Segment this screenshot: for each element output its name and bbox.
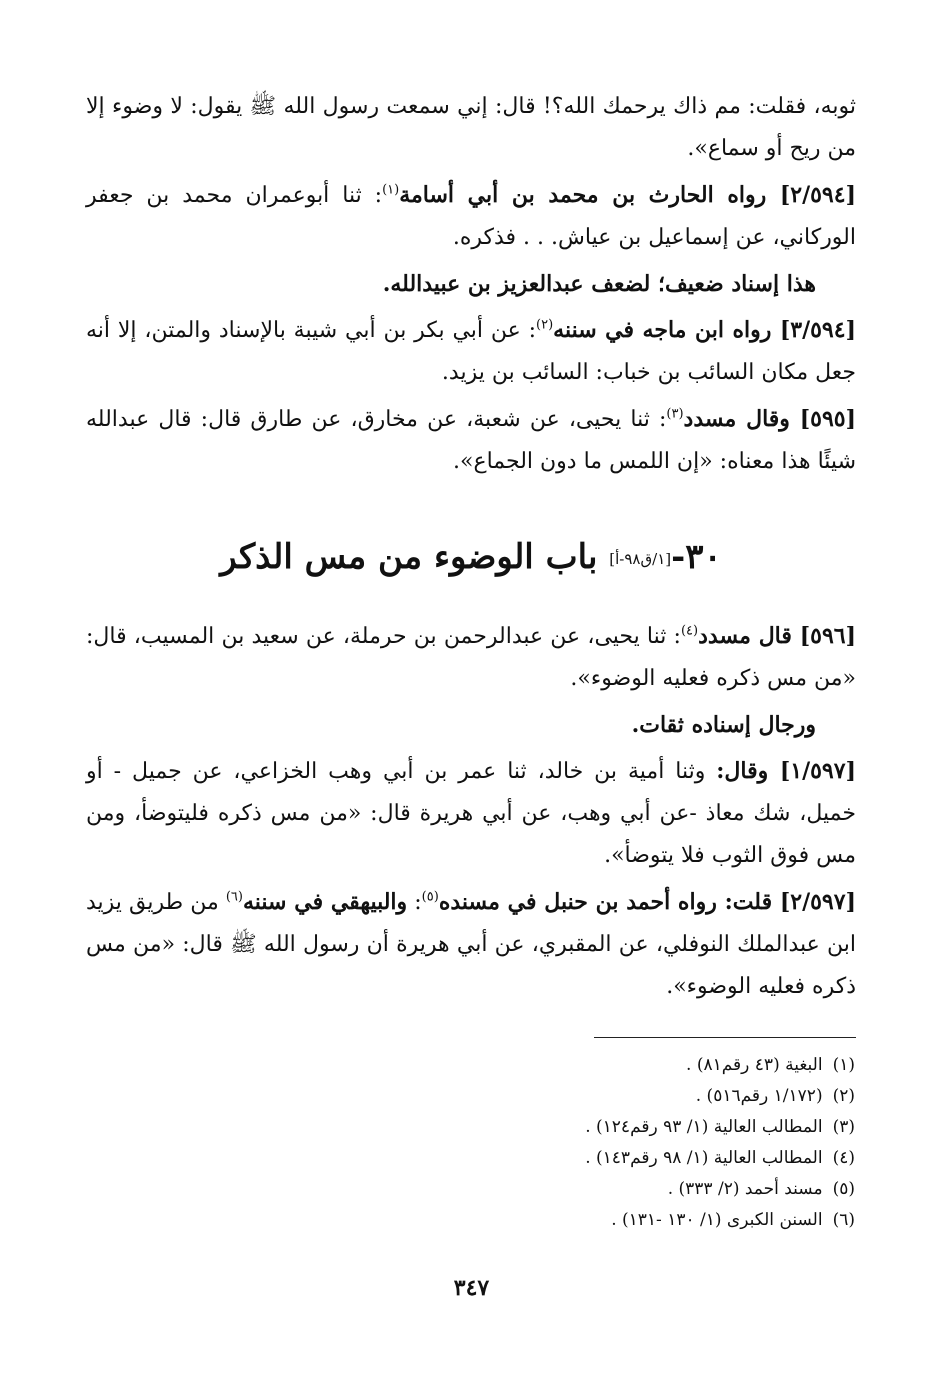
paragraph-text: : ثنا يحيى، عن شعبة، عن مخارق، عن طارق قال: قال عبدالله شيئًا هذا معناه: «إن اللمس ما دون الجماع». xyxy=(86,407,856,474)
footnote-number: (٥) xyxy=(832,1179,855,1199)
page-body xyxy=(86,86,856,1012)
paragraph-text: من طريق يزيد ابن عبدالملك النوفلي، عن المقبري، عن أبي هريرة أن رسول الله ﷺ قال: «من مس ذكره فعليه الوضوء». xyxy=(86,890,856,999)
footnote-item xyxy=(355,1050,855,1081)
paragraph-text: : ثنا يحيى، عن عبدالرحمن بن حرملة، عن سعيد بن المسيب، قال: «من مس ذكره فعليه الوضوء». xyxy=(86,624,856,691)
page-number: ٣٤٧ xyxy=(453,1275,490,1301)
paragraph-596 xyxy=(86,615,856,700)
hadith-source: والبيهقي في سننه xyxy=(242,889,408,915)
footnote-number: (٤) xyxy=(832,1148,855,1168)
footnote-marker[interactable]: (٦) xyxy=(225,889,243,905)
isnad-note-text: هذا إسناد ضعيف؛ لضعف عبدالعزيز بن عبيدالله. xyxy=(382,271,816,297)
hadith-reference: [٢/٥٩٧] قلت: رواه أحمد بن حنبل في مسنده xyxy=(438,889,856,915)
isnad-note xyxy=(86,704,856,746)
isnad-note xyxy=(86,263,856,305)
footnote-marker[interactable]: (١) xyxy=(382,182,400,198)
footnote-marker[interactable]: (٣) xyxy=(666,406,684,422)
footnote-text: المطالب العالية (١/ ٩٣ رقم١٢٤) . xyxy=(585,1117,823,1137)
footnote-text: (١/١٧٢ رقم٥١٦) . xyxy=(695,1086,823,1106)
footnote-text: المطالب العالية (١/ ٩٨ رقم١٤٣) . xyxy=(585,1148,823,1168)
hadith-reference: [٥٩٥] وقال مسدد xyxy=(683,406,857,432)
footnote-item xyxy=(355,1143,855,1174)
manuscript-reference: [١/ق٩٨-أ] xyxy=(609,550,672,568)
paragraph-text: ثوبه، فقلت: مم ذاك يرحمك الله؟! قال: إني سمعت رسول الله ﷺ يقول: لا وضوء إلا من ريح أو سماع». xyxy=(86,94,856,161)
hadith-reference: [١/٥٩٧] وقال: xyxy=(716,758,856,784)
chapter-number: ٣٠- xyxy=(671,537,722,577)
footnote-item xyxy=(355,1174,855,1205)
footnote-text: مسند أحمد (٢/ ٣٣٣) . xyxy=(667,1179,823,1199)
paragraph-594-3 xyxy=(86,309,856,394)
footnote-text: البغية (٤٣ رقم٨١) . xyxy=(686,1055,823,1075)
isnad-note-text: ورجال إسناده ثقات. xyxy=(631,712,816,738)
footnote-number: (٦) xyxy=(832,1210,855,1230)
chapter-title: باب الوضوء من مس الذكر xyxy=(220,537,598,577)
footnote-marker[interactable]: (٤) xyxy=(680,623,699,639)
hadith-reference: [٢/٥٩٤] رواه الحارث بن محمد بن أبي أسامة xyxy=(399,182,856,208)
hadith-reference: [٣/٥٩٤] رواه ابن ماجه في سننه xyxy=(553,317,856,343)
footnote-number: (١) xyxy=(832,1055,855,1075)
footnote-item xyxy=(355,1081,855,1112)
paragraph-text: : عن أبي بكر بن أبي شيبة بالإسناد والمتن، إلا أنه جعل مكان السائب بن خباب: السائب بن يزيد. xyxy=(86,318,856,385)
paragraph-595 xyxy=(86,398,856,483)
footnote-item xyxy=(355,1112,855,1143)
paragraph-597-2 xyxy=(86,881,856,1008)
footnote-marker[interactable]: (٢) xyxy=(536,317,554,333)
footnote-divider xyxy=(594,1037,856,1038)
chapter-heading xyxy=(86,527,856,589)
paragraph-separator: : xyxy=(407,890,422,915)
paragraph-text: : ثنا أبوعمران محمد بن جعفر الوركاني، عن إسماعيل بن عياش. . . فذكره. xyxy=(86,183,856,250)
paragraph-text: وثنا أمية بن خالد، ثنا عمر بن أبي وهب الخزاعي، عن جميل - أو خميل، شك معاذ -عن أبي وهب، عن أبي هريرة قال: «من مس ذكره فليتوضأ، ومن مس فوق الثوب فلا يتوضأ». xyxy=(86,759,856,868)
paragraph-597-1 xyxy=(86,750,856,877)
paragraph-continuation xyxy=(86,86,856,170)
footnote-number: (٣) xyxy=(832,1117,855,1137)
footnote-item xyxy=(355,1205,855,1236)
paragraph-594-2 xyxy=(86,174,856,259)
footnote-marker[interactable]: (٥) xyxy=(421,889,439,905)
hadith-reference: [٥٩٦] قال مسدد xyxy=(698,623,857,649)
footnote-number: (٢) xyxy=(832,1086,855,1106)
footnote-text: السنن الكبرى (١/ ١٣٠ -١٣١) . xyxy=(611,1210,823,1230)
footnotes xyxy=(355,1050,855,1236)
